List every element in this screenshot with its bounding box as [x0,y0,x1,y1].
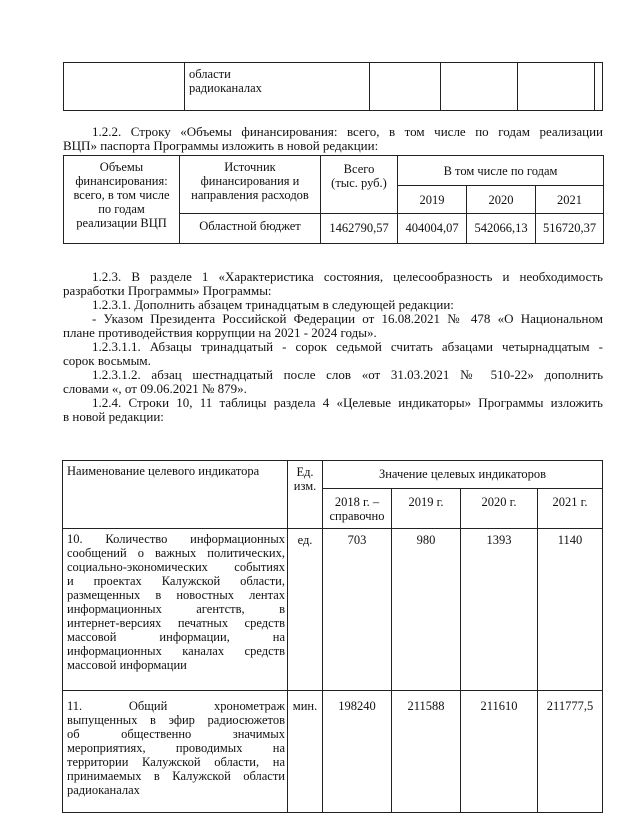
row10-name-line: массовой информации [67,658,187,672]
finance-total-header [321,156,398,214]
para-12312-line1: 1.2.3.1.2. абзац шестнадцатый после слов «от 31.03.2021 № 510-22» дополнить [92,367,603,382]
finance-source-header-line: направления расходов [191,188,309,202]
row11-name-line: 11. Общий хронометраж [67,699,285,713]
finance-year-2020: 2020 [467,186,536,214]
top-table-cell-1 [64,63,185,111]
top-table-fragment [63,62,603,111]
finance-total-header-line: (тыс. руб.) [331,176,387,190]
finance-col1-line: реализации ВЦП [76,216,167,230]
row11-name-line: выпущенных в эфир радиосюжетов [67,713,285,727]
para-12312-line2: словами «, от 09.06.2021 № 879». [63,381,247,396]
para-1231: 1.2.3.1. Дополнить абзацем тринадцатым в следующей редакции: [92,297,454,312]
indicators-table [62,460,603,813]
top-cell-line: области [189,67,231,81]
table-row [63,691,603,813]
ukaz-line2: плане противодействия коррупции на 2021 - 2024 годы». [63,325,377,340]
finance-col1-line: Объемы [99,160,144,174]
finance-col1-line: по годам [98,202,145,216]
row10-unit: ед. [288,529,323,691]
row11-name-line: территории Калужской области, на [67,755,285,769]
row10-name-line: информационных каналах средств [67,644,285,658]
row10-value-2018: 703 [323,529,392,691]
finance-table [63,155,604,244]
row11-name [63,691,288,813]
para-123-line2: разработки Программы» Программы: [63,283,272,298]
row10-value-2021: 1140 [538,529,603,691]
top-table-cell-4 [441,63,518,111]
row11-value-2021: 211777,5 [538,691,603,813]
row10-name [63,529,288,691]
row10-value-2020: 1393 [461,529,538,691]
top-table-cell-3 [370,63,441,111]
top-table-cell-6 [595,63,603,111]
indicators-year-2021: 2021 г. [538,489,603,529]
indicators-year-2018 [323,489,392,529]
row11-name-line: об общественно значимых [67,727,285,741]
finance-source-header-line: Источник [224,160,276,174]
para-12311-line1: 1.2.3.1.1. Абзацы тринадцатый - сорок седьмой считать абзацами четырнадцатым - [92,339,603,354]
finance-col1-line: финансирования: [75,174,168,188]
row11-name-line: мероприятиях, проводимых на [67,741,285,755]
row10-name-line: сообщений о важных политических, [67,546,285,560]
para-12311-line2: сорок восьмым. [63,353,151,368]
indicators-unit-header [288,461,323,529]
indicators-year-2019: 2019 г. [392,489,461,529]
row10-name-line: интернет-версиях печатных средств [67,616,285,630]
row10-name-line: 10. Количество информационных [67,532,285,546]
indicators-year-2020: 2020 г. [461,489,538,529]
para-124-line2: в новой редакции: [63,409,164,424]
row11-value-2019: 211588 [392,691,461,813]
top-cell-line: радиоканалах [189,81,262,95]
top-table-cell-2 [185,63,370,111]
row11-name-line: принимаемых в Калужской области [67,769,285,783]
year-2018-line: справочно [329,509,385,523]
finance-source-header-line: финансирования и [200,174,300,188]
unit-header-line: изм. [293,479,317,493]
indicators-name-header: Наименование целевого индикатора [63,461,288,529]
row11-value-2020: 211610 [461,691,538,813]
row11-value-2018: 198240 [323,691,392,813]
row11-unit: мин. [288,691,323,813]
finance-col1-line: всего, в том числе [73,188,170,202]
row11-name-line: радиоканалах [67,783,140,797]
indicators-values-header: Значение целевых индикаторов [323,461,603,489]
year-2018-line: 2018 г. – [334,495,380,509]
row10-name-line: массовой информации, на [67,630,285,644]
finance-total: 1462790,57 [321,214,398,244]
finance-year-2021: 2021 [536,186,604,214]
finance-source: Областной бюджет [180,214,321,244]
row10-value-2019: 980 [392,529,461,691]
top-table-cell-5 [518,63,595,111]
finance-years-header: В том числе по годам [398,156,604,186]
para-122-line2: ВЦП» паспорта Программы изложить в новой редакции: [63,138,379,153]
row10-name-line: информационных агентств, в [67,602,285,616]
para-123-line1: 1.2.3. В разделе 1 «Характеристика состояния, целесообразность и необходимость [92,269,603,284]
finance-year-2019: 2019 [398,186,467,214]
finance-source-header [180,156,321,214]
finance-value-2019: 404004,07 [398,214,467,244]
finance-value-2020: 542066,13 [467,214,536,244]
finance-value-2021: 516720,37 [536,214,604,244]
row10-name-line: размещенных в новостных лентах [67,588,285,602]
row10-name-line: и проектах Калужской области, [67,574,285,588]
row10-name-line: социально-экономических событиях [67,560,285,574]
table-row [63,529,603,691]
para-122-line1: 1.2.2. Строку «Объемы финансирования: всего, в том числе по годам реализации [92,124,603,139]
finance-col1 [64,156,180,244]
para-124-line1: 1.2.4. Строки 10, 11 таблицы раздела 4 «Целевые индикаторы» Программы изложить [92,395,603,410]
finance-total-header-line: Всего [343,162,375,176]
unit-header-line: Ед. [296,465,314,479]
ukaz-line1: - Указом Президента Российской Федерации от 16.08.2021 № 478 «О Национальном [92,311,603,326]
